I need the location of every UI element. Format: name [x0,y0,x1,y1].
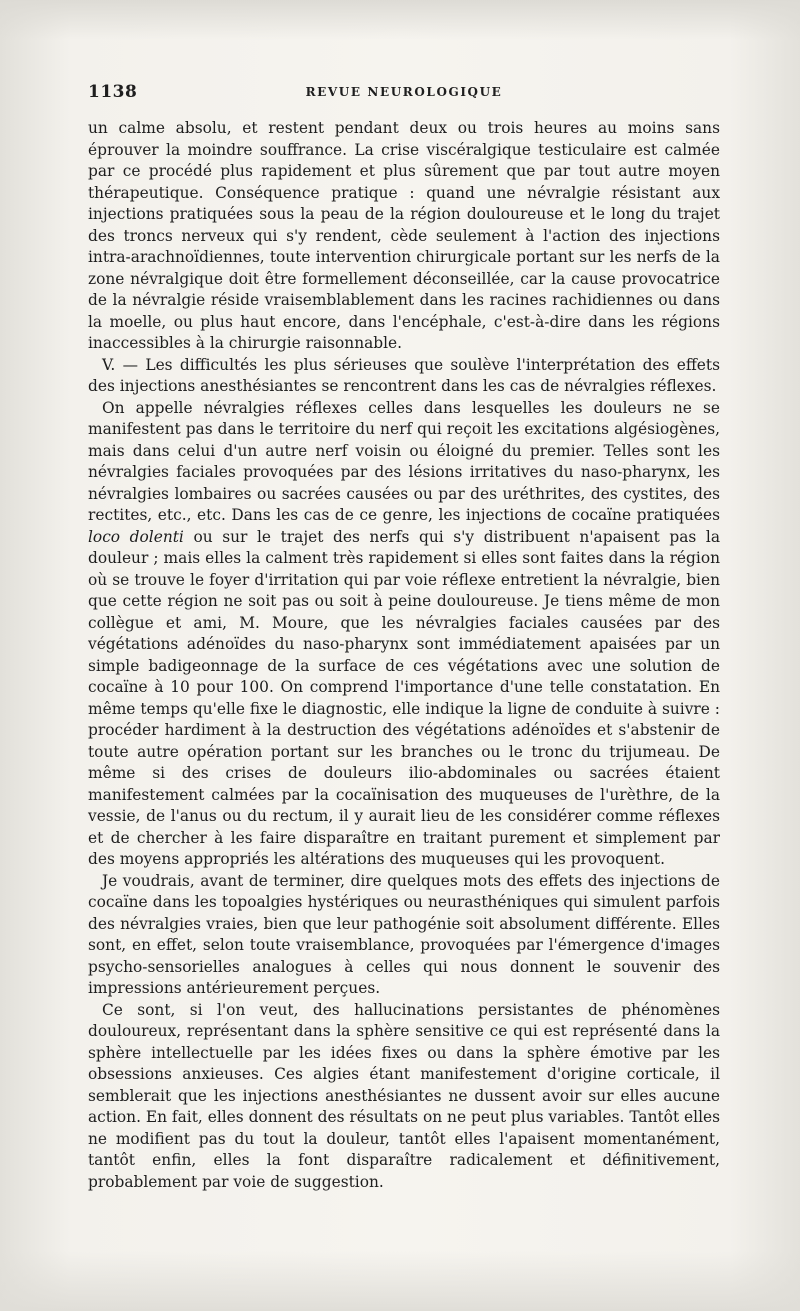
paragraph-topoalgies: Je voudrais, avant de terminer, dire quelques mots des effets des injections de cocaïne dans les topoalgies hystériques ou neurasthéniques qui simulent parfois des névralgies vraies, bien que leur pathogénie soit absolument différente. Elles sont, en effet, selon toute vraisemblance, provoquées par l'émergence d'images psycho-sensorielles analogues à celles qui nous donnent le souvenir des impressions antérieurement perçues. [88,871,720,997]
journal-title: REVUE NEUROLOGIQUE [305,85,503,99]
paragraph-continuation: un calme absolu, et restent pendant deux ou trois heures au moins sans éprouver la moindre souffrance. La crise viscéralgique testiculaire est calmée par ce procédé plus rapidement et plus sûrement que par tout autre moyen thérapeutique. Conséquence pratique : quand une névralgie résistant aux injections pratiquées sous la peau de la région douloureuse et le long du trajet des troncs nerveux qui s'y rendent, cède seulement à l'action des injections intra-arachnoïdiennes, toute intervention chirurgicale portant sur les nerfs de la zone névralgique doit être formellement déconseillée, car la cause provocatrice de la névralgie réside vraisemblablement dans les racines rachidiennes ou dans la moelle, ou plus haut encore, dans l'encéphale, c'est-à-dire dans les régions inaccessibles à la chirurgie raisonnable. [88,119,720,352]
paragraph-hallucinations: Ce sont, si l'on veut, des hallucinations persistantes de phénomènes douloureux, représentant dans la sphère sensitive ce qui est représenté dans la sphère intellectuelle par les idées fixes ou dans la sphère émotive par les obsessions anxieuses. Ces algies étant manifestement d'origine corticale, il semblerait que les injections anesthésiantes ne dussent avoir sur elles aucune action. En fait, elles donnent des résultats on ne peut plus variables. Tantôt elles ne modifient pas du tout la douleur, tantôt elles l'apaisent momentanément, tantôt enfin, elles la font disparaître radicalement et définitivement, probablement par voie de suggestion. [88,1000,720,1191]
page-number: 1138 [88,82,138,102]
paragraph-section-v: V. — Les difficultés les plus sérieuses que soulève l'interprétation des effets des injections anesthésiantes se rencontrent dans les cas de névralgies réflexes. [88,355,720,395]
paragraph-reflex-neuralgias [88,398,720,871]
paragraph-text-before-italic: On appelle névralgies réflexes celles dans lesquelles les douleurs ne se manifestent pas dans le territoire du nerf qui reçoit les excitations algésiogènes, mais dans celui d'un autre nerf voisin ou éloigné du premier. Telles sont les névralgies faciales provoquées par des lésions irritatives du naso-pharynx, les névralgies lombaires ou sacrées causées ou par des uréthrites, des cystites, des rectites, etc., etc. Dans les cas de ce genre, les injections de cocaïne pratiquées [88,398,720,524]
article-body [88,118,720,1193]
running-head [88,82,720,108]
italic-loco-dolenti: loco dolenti [88,527,184,546]
paragraph-text-after-italic: ou sur le trajet des nerfs qui s'y distribuent n'apaisent pas la douleur ; mais elles la calment très rapidement si elles sont faites dans la région où se trouve le foyer d'irritation qui par voie réflexe entretient la névralgie, bien que cette région ne soit pas ou soit à peine douloureuse. Je tiens même de mon collègue et ami, M. Moure, que les névralgies faciales causées par des végétations adénoïdes du naso-pharynx sont immédiatement apaisées par un simple badigeonnage de la surface de ces végétations avec une solution de cocaïne à 10 pour 100. On comprend l'importance d'une telle constatation. En même temps qu'elle fixe le diagnostic, elle indique la ligne de conduite à suivre : procéder hardiment à la destruction des végétations adénoïdes et s'abstenir de toute autre opération portant sur les branches ou le tronc du trijumeau. De même si des crises de douleurs ilio-abdominales ou sacrées étaient manifestement calmées par la cocaïnisation des muqueuses de l'urèthre, de la vessie, de l'anus ou du rectum, il y aurait lieu de les considérer comme réflexes et de chercher à les faire disparaître en traitant purement et simplement par des moyens appropriés les altérations des muqueuses qui les provoquent. [88,527,720,868]
